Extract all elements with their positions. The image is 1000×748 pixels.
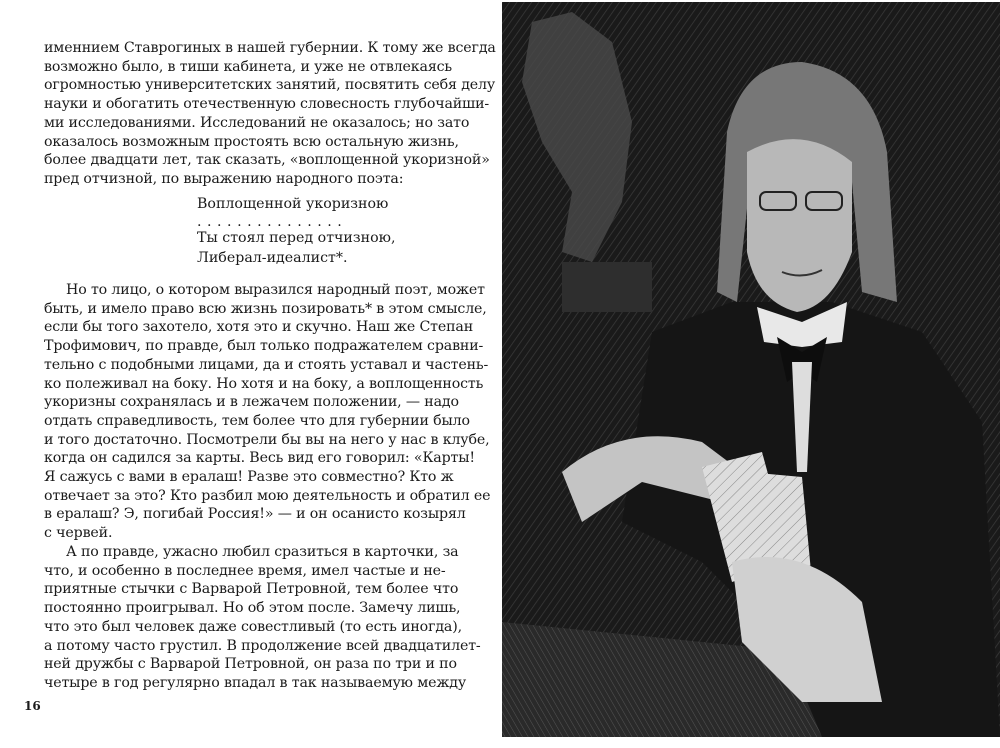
- text-line: А по правде, ужасно любил сразиться в карточки, за: [66, 544, 459, 560]
- text-line: что, и особенно в последнее время, имел частые и не-: [44, 562, 446, 579]
- verse-line: . . . . . . . . . . . . . . .: [197, 214, 343, 230]
- page-number: 16: [24, 699, 41, 713]
- text-line: огромностью университетских занятий, посвятить себя делу: [44, 77, 496, 94]
- text-line: быть, и имело право всю жизнь позировать* в этом смысле,: [44, 300, 487, 317]
- text-line: отвечает за это? Кто разбил мою деятельность и обратил ее: [44, 487, 491, 504]
- text-line: ней дружбы с Варварой Петровной, он раза по три и по: [44, 656, 457, 673]
- text-line: укоризны сохранялась и в лежачем положении, — надо: [44, 394, 459, 411]
- illustration-man-playing-cards: [502, 2, 1000, 737]
- verse-line: Либерал-идеалист*.: [197, 250, 348, 266]
- text-line: если бы того захотело, хотя это и скучно. Наш же Степан: [44, 319, 474, 336]
- text-line: Трофимович, по правде, был только подражателем сравни-: [44, 338, 484, 355]
- text-line: ко полеживал на боку. Но хотя и на боку, а воплощенность: [44, 375, 484, 392]
- verse-line: Воплощенной укоризною: [197, 196, 389, 212]
- text-line: с червей.: [44, 525, 113, 542]
- text-line: а потому часто грустил. В продолжение всей двадцатилет-: [44, 637, 481, 654]
- text-line: ми исследованиями. Исследований не оказалось; но зато: [44, 114, 470, 131]
- text-line: пред отчизной, по выражению народного поэта:: [44, 170, 404, 187]
- text-line: что это был человек даже совестливый (то есть иногда),: [44, 618, 462, 635]
- text-line: и того достаточно. Посмотрели бы вы на него у нас в клубе,: [44, 431, 490, 448]
- text-line: оказалось возможным простоять всю остальную жизнь,: [44, 133, 459, 150]
- text-line: постоянно проигрывал. Но об этом после. Замечу лишь,: [44, 600, 461, 617]
- text-line: в ералаш? Э, погибай Россия!» — и он осанисто козырял: [44, 506, 466, 523]
- text-line: отдать справедливость, тем более что для губернии было: [44, 412, 470, 429]
- text-line: возможно было, в тиши кабинета, и уже не отвлекаясь: [44, 58, 452, 75]
- verse-line: Ты стоял перед отчизною,: [197, 230, 396, 246]
- text-line: когда он садился за карты. Весь вид его говорил: «Карты!: [44, 450, 475, 467]
- text-line: тельно с подобными лицами, да и стоять уставал и частень-: [44, 356, 489, 373]
- text-line: науки и обогатить отечественную словесность глубочайши-: [44, 96, 490, 113]
- text-line: четыре в год регулярно впадал в так называемую между: [44, 674, 467, 691]
- text-line: именнием Ставрогиных в нашей губернии. К тому же всегда: [44, 40, 496, 56]
- text-line: приятные стычки с Варварой Петровной, тем более что: [44, 581, 459, 598]
- text-line: Я сажусь с вами в ералаш! Разве это совместно? Кто ж: [44, 469, 454, 485]
- text-line: более двадцати лет, так сказать, «воплощенной укоризной»: [44, 152, 490, 169]
- text-line: Но то лицо, о котором выразился народный поэт, может: [66, 282, 485, 298]
